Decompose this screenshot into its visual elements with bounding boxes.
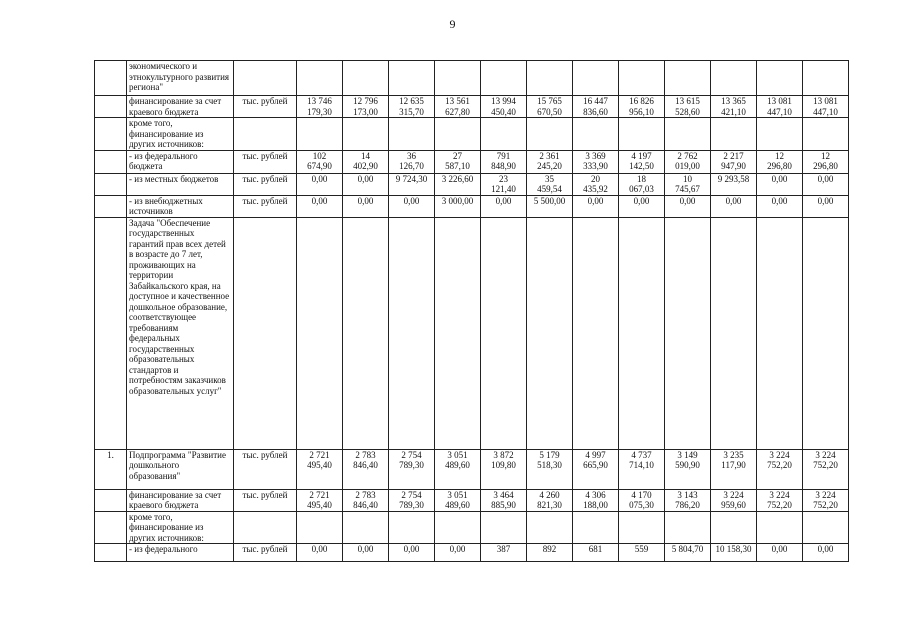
table-row xyxy=(95,449,849,489)
value-cell xyxy=(481,217,527,449)
value-cell: 0,00 xyxy=(711,195,757,217)
value-cell: 3 143 786,20 xyxy=(665,489,711,511)
table-row xyxy=(95,195,849,217)
value-cell xyxy=(343,118,389,151)
value-cell: 5 804,70 xyxy=(665,544,711,562)
value-cell: 3 149 590,90 xyxy=(665,449,711,489)
value-cell: 0,00 xyxy=(389,544,435,562)
row-name-cell: кроме того, финансирование из других источников: xyxy=(127,118,234,151)
value-cell: 4 170 075,30 xyxy=(619,489,665,511)
value-cell xyxy=(481,61,527,96)
value-cell xyxy=(573,61,619,96)
value-cell xyxy=(803,217,849,449)
value-cell: 5 500,00 xyxy=(527,195,573,217)
value-cell xyxy=(711,217,757,449)
value-cell xyxy=(573,217,619,449)
value-cell xyxy=(573,118,619,151)
value-cell xyxy=(297,511,343,544)
value-cell: 12 296,80 xyxy=(803,150,849,173)
value-cell: 0,00 xyxy=(619,195,665,217)
value-cell xyxy=(389,118,435,151)
value-cell xyxy=(619,217,665,449)
value-cell xyxy=(389,511,435,544)
table-row xyxy=(95,150,849,173)
row-name-cell: экономического и этнокультурного развития региона" xyxy=(127,61,234,96)
value-cell: 0,00 xyxy=(343,173,389,195)
value-cell xyxy=(389,61,435,96)
value-cell: 2 217 947,90 xyxy=(711,150,757,173)
row-number-cell xyxy=(95,173,127,195)
row-name-cell: - из местных бюджетов xyxy=(127,173,234,195)
value-cell: 4 306 188,00 xyxy=(573,489,619,511)
value-cell xyxy=(665,511,711,544)
row-name-cell: Задача "Обеспечение государственных гарантий прав всех детей в возрасте до 7 лет, проживающих на территории Забайкальского края, на доступное и качественное дошкольное образование, соответствующее требованиям федеральных государственных образовательных стандартов и потребностям заказчиков образовательных услуг" xyxy=(127,217,234,449)
row-number-cell xyxy=(95,195,127,217)
value-cell: 892 xyxy=(527,544,573,562)
value-cell: 0,00 xyxy=(389,195,435,217)
value-cell: 13 081 447,10 xyxy=(803,96,849,118)
value-cell xyxy=(435,217,481,449)
value-cell: 791 848,90 xyxy=(481,150,527,173)
value-cell xyxy=(711,511,757,544)
value-cell: 0,00 xyxy=(343,544,389,562)
table-row xyxy=(95,217,849,449)
unit-cell xyxy=(234,118,297,151)
value-cell: 3 224 752,20 xyxy=(757,489,803,511)
value-cell xyxy=(573,511,619,544)
value-cell: 387 xyxy=(481,544,527,562)
row-number-cell xyxy=(95,489,127,511)
value-cell: 13 081 447,10 xyxy=(757,96,803,118)
value-cell xyxy=(711,118,757,151)
value-cell: 12 635 315,70 xyxy=(389,96,435,118)
value-cell xyxy=(619,61,665,96)
value-cell xyxy=(803,61,849,96)
value-cell: 35 459,54 xyxy=(527,173,573,195)
value-cell xyxy=(527,217,573,449)
row-number-cell xyxy=(95,217,127,449)
value-cell: 10 745,67 xyxy=(665,173,711,195)
value-cell: 0,00 xyxy=(757,173,803,195)
value-cell xyxy=(757,61,803,96)
row-name-cell: финансирование за счет краевого бюджета xyxy=(127,489,234,511)
value-cell: 3 224 752,20 xyxy=(803,449,849,489)
row-name-cell: - из федерального бюджета xyxy=(127,150,234,173)
table-row xyxy=(95,61,849,96)
value-cell: 3 000,00 xyxy=(435,195,481,217)
value-cell: 13 561 627,80 xyxy=(435,96,481,118)
value-cell: 3 464 885,90 xyxy=(481,489,527,511)
value-cell: 9 293,58 xyxy=(711,173,757,195)
row-number-cell: 1. xyxy=(95,449,127,489)
value-cell: 0,00 xyxy=(757,195,803,217)
value-cell: 2 721 495,40 xyxy=(297,489,343,511)
row-name-cell: - из внебюджетных источников xyxy=(127,195,234,217)
value-cell: 16 447 836,60 xyxy=(573,96,619,118)
value-cell: 0,00 xyxy=(803,173,849,195)
value-cell: 13 994 450,40 xyxy=(481,96,527,118)
value-cell: 559 xyxy=(619,544,665,562)
value-cell: 2 721 495,40 xyxy=(297,449,343,489)
table-row xyxy=(95,544,849,562)
value-cell: 13 746 179,30 xyxy=(297,96,343,118)
value-cell xyxy=(665,61,711,96)
value-cell: 3 235 117,90 xyxy=(711,449,757,489)
value-cell xyxy=(665,217,711,449)
value-cell: 0,00 xyxy=(573,195,619,217)
value-cell: 16 826 956,10 xyxy=(619,96,665,118)
value-cell: 2 762 019,00 xyxy=(665,150,711,173)
value-cell: 3 872 109,80 xyxy=(481,449,527,489)
value-cell: 27 587,10 xyxy=(435,150,481,173)
value-cell: 4 737 714,10 xyxy=(619,449,665,489)
value-cell: 3 224 752,20 xyxy=(803,489,849,511)
value-cell: 36 126,70 xyxy=(389,150,435,173)
value-cell xyxy=(343,511,389,544)
value-cell: 5 179 518,30 xyxy=(527,449,573,489)
row-number-cell xyxy=(95,150,127,173)
row-name-cell: Подпрограмма "Развитие дошкольного образования" xyxy=(127,449,234,489)
value-cell xyxy=(297,118,343,151)
value-cell xyxy=(619,118,665,151)
value-cell: 20 435,92 xyxy=(573,173,619,195)
table-row xyxy=(95,489,849,511)
value-cell xyxy=(435,118,481,151)
unit-cell: тыс. рублей xyxy=(234,173,297,195)
value-cell: 4 997 665,90 xyxy=(573,449,619,489)
value-cell xyxy=(619,511,665,544)
value-cell: 3 224 959,60 xyxy=(711,489,757,511)
value-cell: 9 724,30 xyxy=(389,173,435,195)
value-cell: 0,00 xyxy=(481,195,527,217)
value-cell: 3 226,60 xyxy=(435,173,481,195)
value-cell: 15 765 670,50 xyxy=(527,96,573,118)
value-cell: 12 796 173,00 xyxy=(343,96,389,118)
value-cell xyxy=(343,61,389,96)
value-cell: 681 xyxy=(573,544,619,562)
table-row xyxy=(95,96,849,118)
row-number-cell xyxy=(95,544,127,562)
value-cell: 23 121,40 xyxy=(481,173,527,195)
value-cell: 0,00 xyxy=(297,544,343,562)
row-number-cell xyxy=(95,61,127,96)
unit-cell: тыс. рублей xyxy=(234,544,297,562)
unit-cell xyxy=(234,511,297,544)
page-number: 9 xyxy=(449,17,456,31)
value-cell: 0,00 xyxy=(297,173,343,195)
row-number-cell xyxy=(95,118,127,151)
row-number-cell xyxy=(95,96,127,118)
value-cell: 2 361 245,20 xyxy=(527,150,573,173)
value-cell: 4 260 821,30 xyxy=(527,489,573,511)
value-cell xyxy=(757,217,803,449)
value-cell: 0,00 xyxy=(297,195,343,217)
value-cell xyxy=(711,61,757,96)
value-cell xyxy=(297,217,343,449)
row-name-cell: - из федерального xyxy=(127,544,234,562)
value-cell: 12 296,80 xyxy=(757,150,803,173)
value-cell: 18 067,03 xyxy=(619,173,665,195)
value-cell: 4 197 142,50 xyxy=(619,150,665,173)
unit-cell: тыс. рублей xyxy=(234,449,297,489)
unit-cell xyxy=(234,217,297,449)
value-cell xyxy=(481,118,527,151)
value-cell xyxy=(757,511,803,544)
value-cell xyxy=(757,118,803,151)
value-cell xyxy=(527,61,573,96)
financing-table xyxy=(94,60,849,562)
value-cell xyxy=(481,511,527,544)
value-cell: 13 365 421,10 xyxy=(711,96,757,118)
unit-cell: тыс. рублей xyxy=(234,96,297,118)
value-cell: 3 369 333,90 xyxy=(573,150,619,173)
value-cell: 3 051 489,60 xyxy=(435,449,481,489)
unit-cell: тыс. рублей xyxy=(234,195,297,217)
value-cell: 2 754 789,30 xyxy=(389,489,435,511)
table-row xyxy=(95,118,849,151)
value-cell: 10 158,30 xyxy=(711,544,757,562)
value-cell xyxy=(527,511,573,544)
unit-cell: тыс. рублей xyxy=(234,150,297,173)
value-cell: 14 402,90 xyxy=(343,150,389,173)
value-cell: 102 674,90 xyxy=(297,150,343,173)
unit-cell: тыс. рублей xyxy=(234,489,297,511)
value-cell xyxy=(803,511,849,544)
value-cell: 0,00 xyxy=(435,544,481,562)
value-cell: 13 615 528,60 xyxy=(665,96,711,118)
value-cell xyxy=(527,118,573,151)
value-cell xyxy=(343,217,389,449)
row-name-cell: кроме того, финансирование из других источников: xyxy=(127,511,234,544)
value-cell: 3 051 489,60 xyxy=(435,489,481,511)
value-cell xyxy=(389,217,435,449)
value-cell xyxy=(665,118,711,151)
value-cell xyxy=(803,118,849,151)
value-cell xyxy=(435,61,481,96)
table-row xyxy=(95,173,849,195)
value-cell: 3 224 752,20 xyxy=(757,449,803,489)
value-cell: 0,00 xyxy=(757,544,803,562)
value-cell: 2 754 789,30 xyxy=(389,449,435,489)
row-name-cell: финансирование за счет краевого бюджета xyxy=(127,96,234,118)
value-cell: 0,00 xyxy=(803,544,849,562)
value-cell: 2 783 846,40 xyxy=(343,449,389,489)
table-row xyxy=(95,511,849,544)
value-cell: 2 783 846,40 xyxy=(343,489,389,511)
value-cell xyxy=(297,61,343,96)
value-cell xyxy=(435,511,481,544)
value-cell: 0,00 xyxy=(665,195,711,217)
value-cell: 0,00 xyxy=(803,195,849,217)
unit-cell xyxy=(234,61,297,96)
value-cell: 0,00 xyxy=(343,195,389,217)
row-number-cell xyxy=(95,511,127,544)
